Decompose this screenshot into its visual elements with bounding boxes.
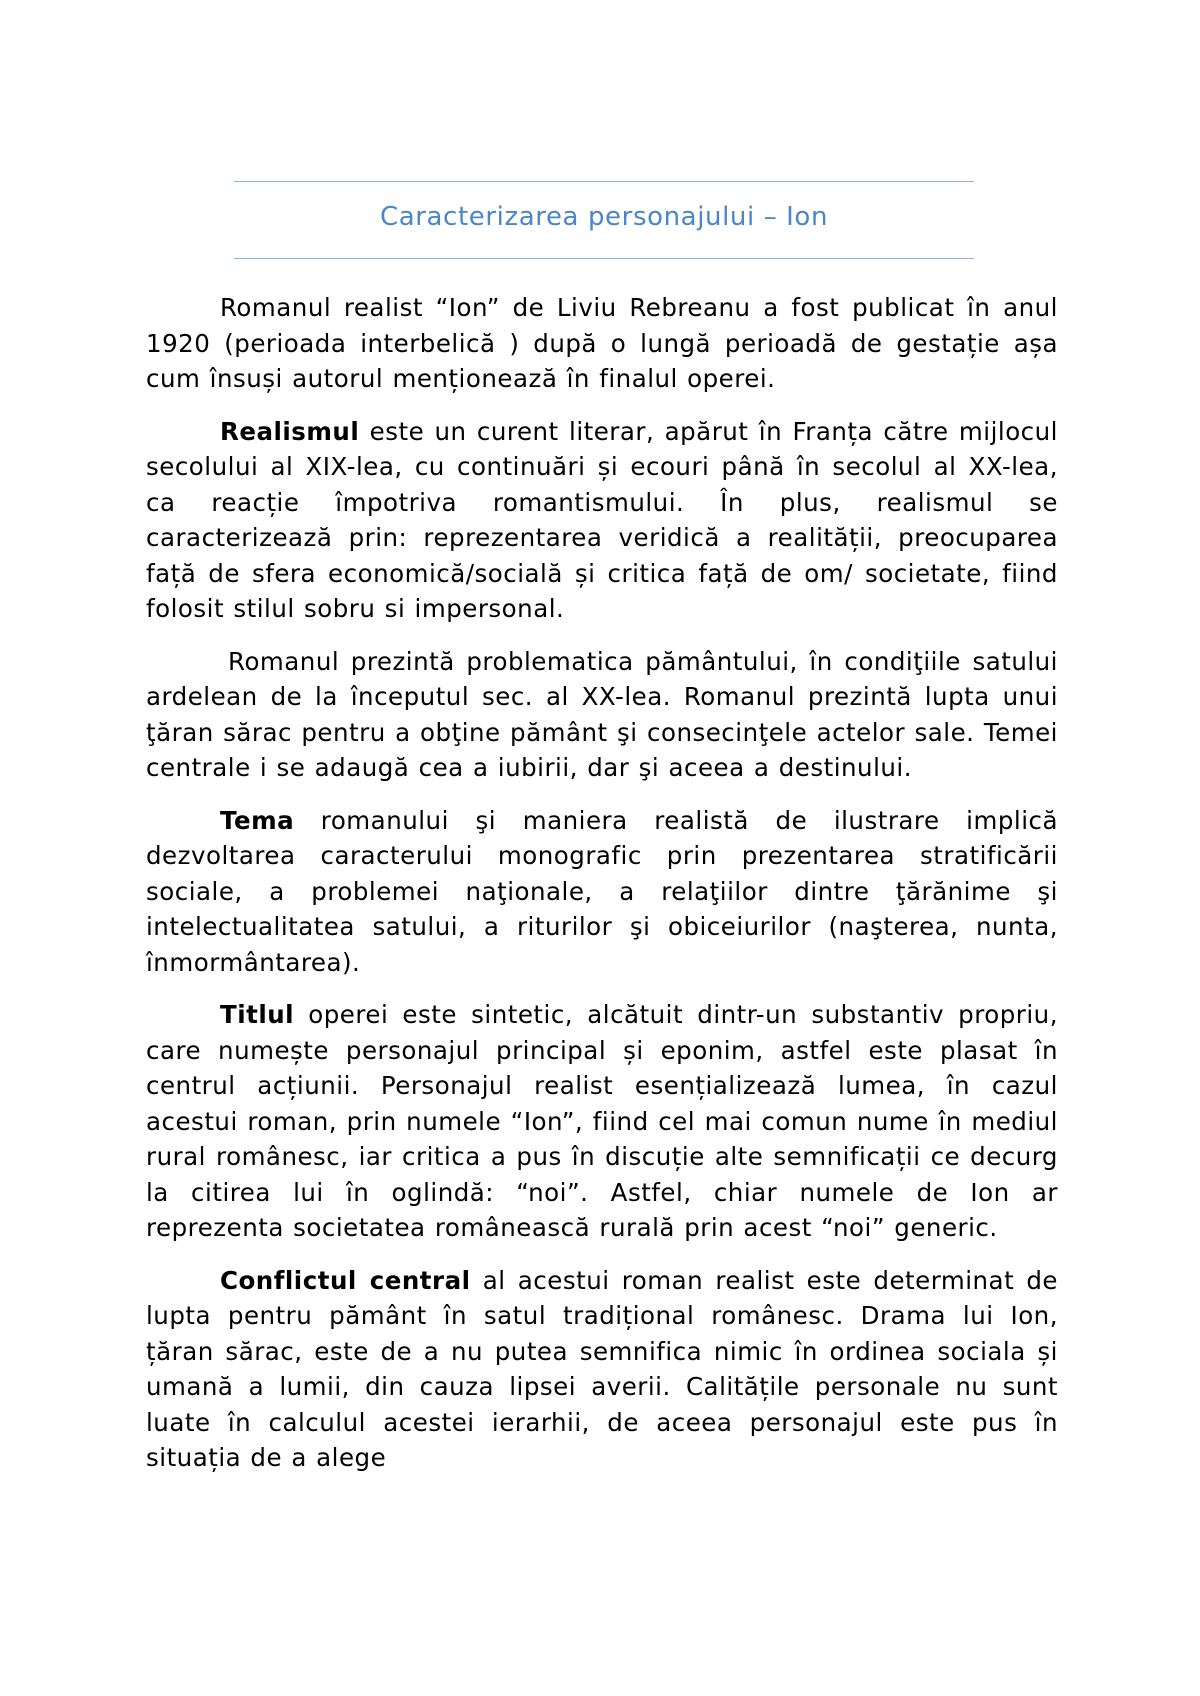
document-body bbox=[146, 290, 1058, 1493]
paragraph-title bbox=[146, 997, 1058, 1246]
paragraph-lead: Tema bbox=[220, 805, 295, 835]
paragraph-text: romanului şi maniera realistă de ilustrare implică dezvoltarea caracterului monografic prin prezentarea stratificării sociale, a problemei naţionale, a relaţiilor dintre ţărănime şi intelectualitatea satului, a riturilor şi obiceiurilor (naşterea, nunta, înmormântarea). bbox=[146, 805, 1058, 977]
paragraph-lead: Realismul bbox=[220, 416, 360, 446]
paragraph-lead: Conflictul central bbox=[220, 1265, 471, 1295]
paragraph-intro bbox=[146, 290, 1058, 397]
paragraph-problematic bbox=[146, 644, 1058, 786]
paragraph-text: Romanul realist “Ion” de Liviu Rebreanu a fost publicat în anul 1920 (perioada interbelică ) după o lungă perioadă de gestație așa cum însuși autorul menționează în finalul operei. bbox=[146, 293, 1058, 393]
paragraph-conflict bbox=[146, 1263, 1058, 1476]
paragraph-text: al acestui roman realist este determinat de lupta pentru pământ în satul tradițional românesc. Drama lui Ion, țăran sărac, este de a nu putea semnifica nimic în ordinea sociala și umană a lumii, din cauza lipsei averii. Calitățile personale nu sunt luate în calculul acestei ierarhii, de aceea personajul este pus în situația de a alege bbox=[146, 1265, 1059, 1472]
paragraph-lead: Titlul bbox=[220, 1000, 295, 1029]
paragraph-text: omanul prezintă problematica pământului, în condiţiile satului ardelean de la începutul sec. al XX-lea. Romanul prezintă lupta unui ţăran sărac pentru a obţine pământ şi consecinţele actelor sale. Temei centrale i se adaugă cea a iubirii, dar şi aceea a destinului. bbox=[146, 646, 1058, 782]
paragraph-text: operei este sintetic, alcătuit dintr-un substantiv propriu, care numește personajul principal și eponim, astfel este plasat în centrul acțiunii. Personajul realist esențializează lumea, în cazul acestui roman, prin numele “Ion”, fiind cel mai comun nume în mediul rural românesc, iar critica a pus în discuție alte semnificații ce decurg la citirea lui în oglindă: “noi”. Astfel, chiar numele de Ion ar reprezenta societatea românească rurală prin acest “noi” generic. bbox=[146, 1000, 1058, 1242]
paragraph-theme bbox=[146, 803, 1058, 981]
paragraph-lead: R bbox=[228, 646, 245, 676]
paragraph-text: este un curent literar, apărut în Franța către mijlocul secolului al XIX-lea, cu continuări și ecouri până în secolul al XX-lea, ca reacție împotriva romantismului. În plus, realismul se caracterizează prin: reprezentarea veridică a realității, preocuparea față de sfera economică/socială și critica față de om/ societate, fiind folosit stilul sobru si impersonal. bbox=[146, 416, 1058, 623]
page-title: Caracterizarea personajului – Ion bbox=[379, 202, 829, 232]
title-block bbox=[234, 181, 974, 259]
paragraph-realism bbox=[146, 414, 1058, 627]
